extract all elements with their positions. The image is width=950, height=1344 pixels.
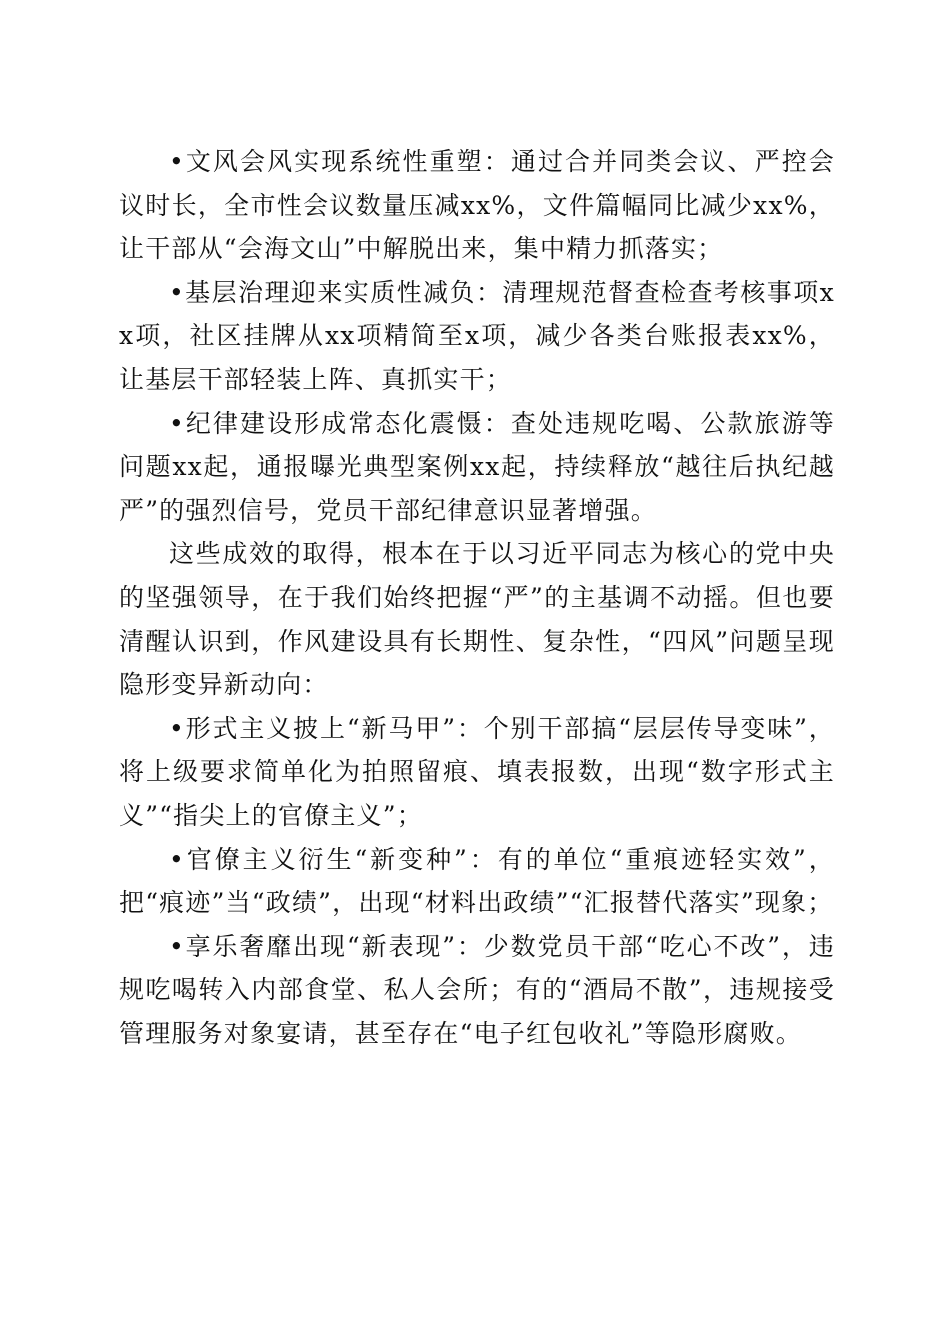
bullet-paragraph-grassroots-burden: •基层治理迎来实质性减负：清理规范督查检查考核事项xx项，社区挂牌从xx项精简至x项，减少各类台账报表xx%，让基层干部轻装上阵、真抓实干；: [119, 277, 835, 394]
bullet-paragraph-discipline-deterrence: •纪律建设形成常态化震慑：查处违规吃喝、公款旅游等问题xx起，通报曝光典型案例xx起，持续释放“越往后执纪越严”的强烈信号，党员干部纪律意识显著增强。: [119, 408, 835, 525]
body-paragraph-achievements: 这些成效的取得，根本在于以习近平同志为核心的党中央的坚强领导，在于我们始终把握“严”的主基调不动摇。但也要清醒认识到，作风建设具有长期性、复杂性，“四风”问题呈现隐形变异新动向：: [119, 539, 835, 700]
bullet-paragraph-extravagance: •享乐奢靡出现“新表现”：少数党员干部“吃心不改”，违规吃喝转入内部食堂、私人会所；有的“酒局不散”，违规接受管理服务对象宴请，甚至存在“电子红包收礼”等隐形腐败。: [119, 931, 835, 1048]
document-body: [119, 140, 835, 1055]
bullet-paragraph-bureaucratism: •官僚主义衍生“新变种”：有的单位“重痕迹轻实效”，把“痕迹”当“政绩”，出现“材料出政绩”“汇报替代落实”现象；: [119, 844, 835, 918]
bullet-paragraph-formalism: •形式主义披上“新马甲”：个别干部搞“层层传导变味”，将上级要求简单化为拍照留痕、填表报数，出现“数字形式主义”“指尖上的官僚主义”；: [119, 713, 835, 830]
bullet-paragraph-style-reform: •文风会风实现系统性重塑：通过合并同类会议、严控会议时长，全市性会议数量压减xx%，文件篇幅同比减少xx%，让干部从“会海文山”中解脱出来，集中精力抓落实；: [119, 147, 835, 264]
